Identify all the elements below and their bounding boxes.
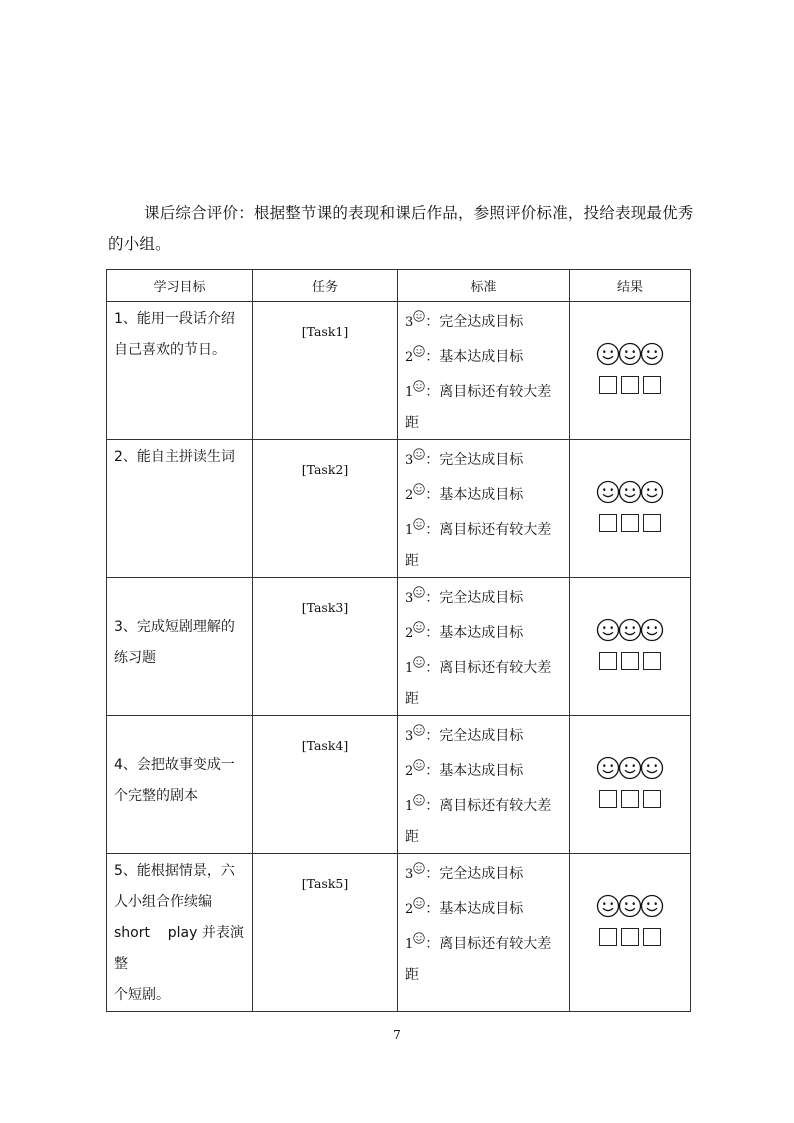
checkbox-icon[interactable]	[599, 790, 617, 808]
criteria-score: 2	[405, 764, 414, 779]
smiley-icon	[413, 752, 425, 764]
criteria-line	[405, 511, 567, 546]
smiley-icon	[413, 890, 425, 902]
criteria-score: 2	[405, 626, 414, 641]
criteria-score: 2	[405, 902, 414, 917]
smiley-icon	[413, 441, 425, 453]
checkbox-icon[interactable]	[599, 514, 617, 532]
checkbox-icon[interactable]	[621, 928, 639, 946]
criteria-score: 3	[405, 591, 414, 606]
criteria-line	[405, 752, 567, 787]
criteria-text: ：完全达成目标	[425, 314, 524, 330]
checkbox-icon[interactable]	[599, 376, 617, 394]
goal-line: 1、能用一段话介绍	[114, 311, 235, 327]
goal-cell	[107, 578, 253, 716]
header-result: 结果	[570, 270, 691, 302]
criteria-cell	[398, 716, 570, 854]
criteria-score: 2	[405, 488, 414, 503]
table-row	[107, 578, 691, 716]
smiley-icon	[413, 649, 425, 661]
criteria-text: 距	[405, 829, 419, 845]
criteria-text: ：完全达成目标	[425, 452, 524, 468]
vote-boxes-group	[570, 514, 690, 538]
criteria-text: ：离目标还有较大差	[425, 522, 552, 538]
criteria-line	[405, 855, 567, 890]
criteria-line	[405, 822, 567, 853]
checkbox-icon[interactable]	[621, 790, 639, 808]
criteria-line	[405, 408, 567, 439]
smiley-icon	[413, 579, 425, 591]
smiley-face-icon	[618, 618, 642, 642]
criteria-score: 3	[405, 729, 414, 744]
checkbox-icon[interactable]	[621, 376, 639, 394]
task-label: [Task2]	[301, 462, 349, 477]
smiley-face-icon	[618, 894, 642, 918]
smiley-face-icon	[596, 756, 620, 780]
smiley-faces-group	[570, 342, 690, 368]
result-cell	[570, 716, 691, 854]
header-goal: 学习目标	[107, 270, 253, 302]
checkbox-icon[interactable]	[643, 790, 661, 808]
goal-line: 5、能根据情景，六	[114, 863, 235, 879]
task-cell	[253, 578, 398, 716]
criteria-text: 距	[405, 415, 419, 431]
smiley-face-icon	[618, 480, 642, 504]
smiley-face-icon	[640, 480, 664, 504]
smiley-faces-group	[570, 618, 690, 644]
smiley-icon	[413, 787, 425, 799]
smiley-faces-group	[570, 480, 690, 506]
criteria-score: 1	[405, 385, 414, 400]
table-row	[107, 854, 691, 1012]
criteria-line	[405, 441, 567, 476]
criteria-line	[405, 303, 567, 338]
criteria-score: 3	[405, 315, 414, 330]
criteria-score: 1	[405, 799, 414, 814]
criteria-line	[405, 684, 567, 715]
goal-cell	[107, 302, 253, 440]
task-cell	[253, 854, 398, 1012]
task-cell	[253, 440, 398, 578]
checkbox-icon[interactable]	[621, 514, 639, 532]
result-cell	[570, 302, 691, 440]
criteria-text: ：完全达成目标	[425, 866, 524, 882]
smiley-icon	[413, 511, 425, 523]
criteria-text: ：基本达成目标	[425, 901, 524, 917]
header-criteria: 标准	[398, 270, 570, 302]
goal-cell	[107, 440, 253, 578]
smiley-face-icon	[618, 342, 642, 366]
criteria-line	[405, 717, 567, 752]
checkbox-icon[interactable]	[599, 652, 617, 670]
result-cell	[570, 854, 691, 1012]
criteria-line	[405, 614, 567, 649]
intro-paragraph	[108, 198, 698, 260]
criteria-line	[405, 373, 567, 408]
smiley-face-icon	[596, 480, 620, 504]
criteria-text: 距	[405, 967, 419, 983]
smiley-icon	[413, 303, 425, 315]
smiley-face-icon	[596, 894, 620, 918]
criteria-line	[405, 960, 567, 991]
criteria-text: ：离目标还有较大差	[425, 798, 552, 814]
smiley-face-icon	[640, 342, 664, 366]
criteria-cell	[398, 440, 570, 578]
criteria-text: ：离目标还有较大差	[425, 384, 552, 400]
criteria-text: ：基本达成目标	[425, 487, 524, 503]
page-number: 7	[393, 1028, 401, 1042]
task-label: [Task1]	[301, 324, 349, 339]
criteria-score: 1	[405, 661, 414, 676]
vote-boxes-group	[570, 928, 690, 952]
checkbox-icon[interactable]	[599, 928, 617, 946]
goal-line: 练习题	[114, 650, 156, 666]
smiley-icon	[413, 338, 425, 350]
criteria-score: 1	[405, 937, 414, 952]
goal-line: short play 并表演整	[114, 925, 244, 972]
smiley-faces-group	[570, 894, 690, 920]
criteria-line	[405, 925, 567, 960]
table-row	[107, 440, 691, 578]
criteria-text: 距	[405, 553, 419, 569]
criteria-line	[405, 476, 567, 511]
criteria-line	[405, 579, 567, 614]
smiley-face-icon	[640, 618, 664, 642]
criteria-cell	[398, 578, 570, 716]
smiley-icon	[413, 925, 425, 937]
criteria-text: 距	[405, 691, 419, 707]
criteria-score: 3	[405, 867, 414, 882]
criteria-text: ：完全达成目标	[425, 728, 524, 744]
criteria-line	[405, 649, 567, 684]
checkbox-icon[interactable]	[643, 376, 661, 394]
smiley-icon	[413, 614, 425, 626]
criteria-cell	[398, 854, 570, 1012]
table-row	[107, 716, 691, 854]
goal-cell	[107, 854, 253, 1012]
vote-boxes-group	[570, 376, 690, 400]
smiley-faces-group	[570, 756, 690, 782]
task-label: [Task5]	[301, 876, 349, 891]
criteria-text: ：基本达成目标	[425, 349, 524, 365]
header-task: 任务	[253, 270, 398, 302]
task-cell	[253, 302, 398, 440]
criteria-cell	[398, 302, 570, 440]
checkbox-icon[interactable]	[643, 928, 661, 946]
criteria-score: 1	[405, 523, 414, 538]
criteria-line	[405, 338, 567, 373]
criteria-text: ：离目标还有较大差	[425, 936, 552, 952]
smiley-face-icon	[596, 342, 620, 366]
criteria-text: ：基本达成目标	[425, 625, 524, 641]
smiley-face-icon	[640, 756, 664, 780]
smiley-icon	[413, 373, 425, 385]
evaluation-table	[106, 269, 691, 1012]
checkbox-icon[interactable]	[621, 652, 639, 670]
goal-line: 4、会把故事变成一	[114, 757, 235, 773]
smiley-icon	[413, 476, 425, 488]
task-label: [Task3]	[301, 600, 349, 615]
goal-line: 3、完成短剧理解的	[114, 619, 235, 635]
criteria-line	[405, 890, 567, 925]
task-label: [Task4]	[301, 738, 349, 753]
checkbox-icon[interactable]	[643, 514, 661, 532]
goal-line: 自己喜欢的节日。	[114, 342, 226, 358]
vote-boxes-group	[570, 790, 690, 814]
smiley-face-icon	[640, 894, 664, 918]
criteria-text: ：基本达成目标	[425, 763, 524, 779]
smiley-icon	[413, 855, 425, 867]
table-row	[107, 302, 691, 440]
result-cell	[570, 578, 691, 716]
task-cell	[253, 716, 398, 854]
criteria-text: ：离目标还有较大差	[425, 660, 552, 676]
goal-line: 2、能自主拼读生词	[114, 449, 235, 465]
result-cell	[570, 440, 691, 578]
goal-line: 个完整的剧本	[114, 788, 198, 804]
criteria-line	[405, 546, 567, 577]
criteria-score: 2	[405, 350, 414, 365]
smiley-face-icon	[618, 756, 642, 780]
criteria-score: 3	[405, 453, 414, 468]
smiley-icon	[413, 717, 425, 729]
table-header-row	[107, 270, 691, 302]
checkbox-icon[interactable]	[643, 652, 661, 670]
vote-boxes-group	[570, 652, 690, 676]
intro-text: 课后综合评价：根据整节课的表现和课后作品，参照评价标准，投给表现最优秀的小组。	[108, 204, 694, 253]
goal-cell	[107, 716, 253, 854]
goal-line: 个短剧。	[114, 987, 170, 1003]
criteria-line	[405, 787, 567, 822]
goal-line: 人小组合作续编	[114, 894, 212, 910]
criteria-text: ：完全达成目标	[425, 590, 524, 606]
smiley-face-icon	[596, 618, 620, 642]
